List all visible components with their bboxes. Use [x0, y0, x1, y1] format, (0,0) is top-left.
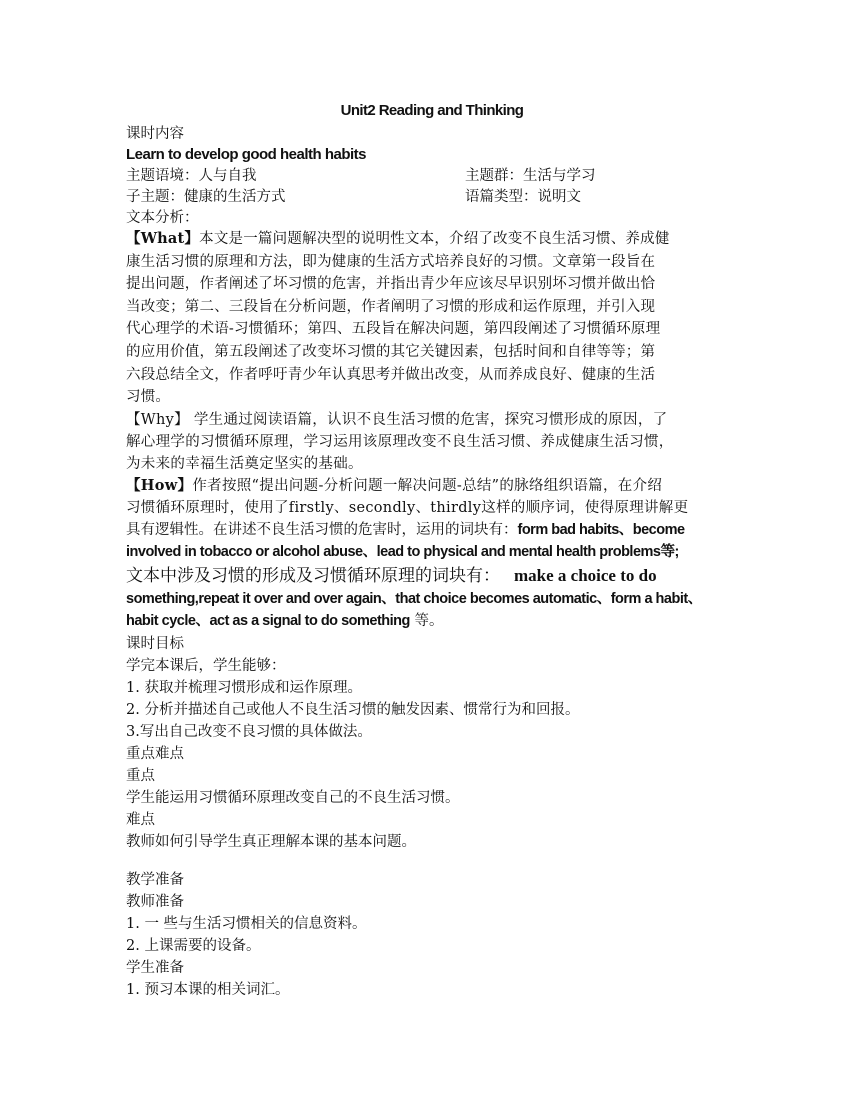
how-line: something,repeat it over and over again、that choice becomes automatic、form a habit、 — [126, 590, 702, 607]
sub-theme: 子主题：健康的生活方式 — [126, 189, 286, 205]
what-label: 【What】 — [126, 230, 200, 247]
how-line: 【How】作者按照“提出问题-分析问题一解决问题-总结”的脉络组织语篇，在介绍 — [126, 476, 663, 494]
document-page — [126, 98, 738, 1001]
student-prep-item: 1. 预习本课的相关词汇。 — [126, 981, 290, 998]
teacher-prep-label: 教师准备 — [126, 893, 184, 910]
what-line: 【What】本文是一篇问题解决型的说明性文本，介绍了改变不良生活习惯、养成健 — [126, 230, 670, 247]
why-line: 为未来的幸福生活奠定坚实的基础。 — [126, 455, 363, 472]
teacher-prep-item: 2. 上课需要的设备。 — [126, 937, 261, 954]
difficulty-text: 教师如何引导学生真正理解本课的基本问题。 — [126, 833, 416, 850]
what-line: 习惯。 — [126, 389, 171, 406]
text-type: 语篇类型：说明文 — [465, 189, 581, 205]
theme-group: 主题群：生活与学习 — [465, 168, 596, 184]
objective-item: 2. 分析并描述自己或他人不良生活习惯的触发因素、惯常行为和回报。 — [126, 701, 580, 718]
key-text: 学生能运用习惯循环原理改变自己的不良生活习惯。 — [126, 789, 460, 806]
why-line: 【Why】 学生通过阅读语篇，认识不良生活习惯的危害，探究习惯形成的原因，了 — [126, 411, 668, 428]
objective-item: 1. 获取并梳理习惯形成和运作原理。 — [126, 679, 362, 696]
key-label: 重点 — [126, 767, 155, 784]
student-prep-label: 学生准备 — [126, 959, 184, 976]
what-line: 康生活习惯的原理和方法，即为健康的生活方式培养良好的习惯。文章第一段旨在 — [126, 253, 656, 270]
what-paragraph — [126, 228, 738, 409]
theme-context: 主题语境：人与自我 — [126, 168, 257, 184]
spacer — [126, 853, 738, 869]
what-line: 当改变；第二、三段旨在分析问题，作者阐明了习惯的形成和运作原理，并引入现 — [126, 298, 656, 315]
section-heading-course-content: 课时内容 — [126, 126, 184, 142]
what-line: 的应用价值，第五段阐述了改变坏习惯的其它关键因素，包括时间和自律等等；第 — [126, 343, 656, 360]
meta-row-1 — [126, 166, 738, 187]
why-paragraph — [126, 409, 738, 475]
how-line: 文本中涉及习惯的形成及习惯循环原理的词块有： make a choice to do — [126, 565, 657, 586]
document-title: Unit2 Reading and Thinking — [340, 102, 524, 119]
how-line: involved in tobacco or alcohol abuse、lead to physical and mental health problems等; — [126, 544, 679, 561]
difficulty-label: 难点 — [126, 811, 155, 828]
objectives-intro: 学完本课后，学生能够： — [126, 657, 286, 674]
objective-item: 3.写出自己改变不良习惯的具体做法。 — [126, 723, 372, 740]
what-line: 提出问题，作者阐述了坏习惯的危害，并指出青少年应该尽早识别坏习惯并做出恰 — [126, 276, 656, 293]
how-line: 习惯循环原理时，使用了firstly、secondly、thirdly这样的顺序词，使得原理讲解更 — [126, 499, 689, 516]
teacher-prep-item: 1. 一 些与生活习惯相关的信息资料。 — [126, 915, 367, 932]
how-line: habit cycle、act as a signal to do something 等。 — [126, 613, 444, 630]
what-line: 代心理学的术语-习惯循环；第四、五段旨在解决问题，第四段阐述了习惯循环原理 — [126, 321, 661, 338]
lesson-title: Learn to develop good health habits — [126, 146, 367, 163]
meta-row-2 — [126, 187, 738, 208]
what-line: 六段总结全文，作者呼吁青少年认真思考并做出改变，从而养成良好、健康的生活 — [126, 366, 656, 383]
objectives-heading: 课时目标 — [126, 635, 184, 652]
how-label: 【How】 — [126, 476, 193, 494]
preparation-heading: 教学准备 — [126, 871, 184, 888]
key-points-heading: 重点难点 — [126, 745, 184, 762]
why-label: 【Why】 — [126, 411, 189, 428]
why-line: 解心理学的习惯循环原理，学习运用该原理改变不良生活习惯、养成健康生活习惯， — [126, 433, 674, 450]
text-analysis-heading: 文本分析： — [126, 210, 199, 226]
how-line: 具有逻辑性。在讲述不良生活习惯的危害时，运用的词块有：form bad habits、become — [126, 521, 685, 538]
how-paragraph — [126, 475, 738, 633]
